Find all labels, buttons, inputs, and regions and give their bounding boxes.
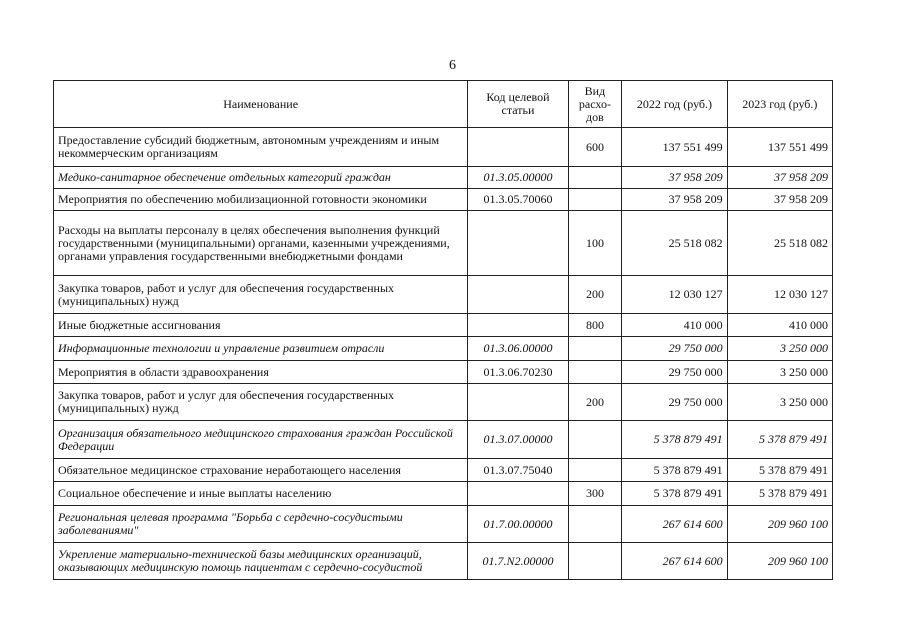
row-code bbox=[468, 128, 568, 167]
row-name: Региональная целевая программа "Борьба с сердечно-сосудистыми заболеваниями" bbox=[54, 506, 468, 543]
row-amount-2023: 3 250 000 bbox=[727, 361, 832, 384]
row-kind bbox=[568, 459, 622, 482]
table-header-row bbox=[54, 81, 833, 128]
row-code bbox=[468, 276, 568, 314]
table-row bbox=[54, 189, 833, 211]
row-kind bbox=[568, 167, 622, 189]
row-name: Обязательное медицинское страхование неработающего населения bbox=[54, 459, 468, 482]
table-row bbox=[54, 128, 833, 167]
table-row bbox=[54, 421, 833, 459]
table-row bbox=[54, 337, 833, 361]
header-year-2022: 2022 год (руб.) bbox=[622, 81, 727, 128]
row-amount-2023: 410 000 bbox=[727, 314, 832, 337]
row-amount-2022: 12 030 127 bbox=[622, 276, 727, 314]
row-amount-2023: 37 958 209 bbox=[727, 167, 832, 189]
header-kind: Вид расхо-дов bbox=[568, 81, 622, 128]
row-code bbox=[468, 482, 568, 506]
row-kind bbox=[568, 189, 622, 211]
row-amount-2023: 3 250 000 bbox=[727, 337, 832, 361]
row-code: 01.3.05.00000 bbox=[468, 167, 568, 189]
row-name: Расходы на выплаты персоналу в целях обеспечения выполнения функций государственными (муниципальными) органами, казенными учреждениями, органами управления государственными внебюджетными фондами bbox=[54, 211, 468, 276]
row-amount-2023: 12 030 127 bbox=[727, 276, 832, 314]
row-name: Информационные технологии и управление развитием отрасли bbox=[54, 337, 468, 361]
row-amount-2022: 25 518 082 bbox=[622, 211, 727, 276]
row-amount-2023: 37 958 209 bbox=[727, 189, 832, 211]
row-amount-2022: 267 614 600 bbox=[622, 506, 727, 543]
row-code bbox=[468, 211, 568, 276]
row-code: 01.3.07.75040 bbox=[468, 459, 568, 482]
row-code: 01.7.N2.00000 bbox=[468, 543, 568, 580]
table-row bbox=[54, 276, 833, 314]
row-code bbox=[468, 314, 568, 337]
row-kind: 200 bbox=[568, 384, 622, 421]
budget-table bbox=[53, 80, 833, 580]
row-name: Организация обязательного медицинского страхования граждан Российской Федерации bbox=[54, 421, 468, 459]
row-amount-2022: 267 614 600 bbox=[622, 543, 727, 580]
row-amount-2023: 3 250 000 bbox=[727, 384, 832, 421]
header-name: Наименование bbox=[54, 81, 468, 128]
header-year-2023: 2023 год (руб.) bbox=[727, 81, 832, 128]
row-kind: 300 bbox=[568, 482, 622, 506]
row-amount-2023: 5 378 879 491 bbox=[727, 421, 832, 459]
row-code bbox=[468, 384, 568, 421]
table-row bbox=[54, 459, 833, 482]
row-name: Укрепление материально-технической базы медицинских организаций, оказывающих медицинскую помощь пациентам с сердечно-сосудистой bbox=[54, 543, 468, 580]
row-amount-2022: 410 000 bbox=[622, 314, 727, 337]
table-row bbox=[54, 482, 833, 506]
row-amount-2022: 29 750 000 bbox=[622, 384, 727, 421]
row-name: Предоставление субсидий бюджетным, автономным учреждениям и иным некоммерческим организациям bbox=[54, 128, 468, 167]
row-kind bbox=[568, 421, 622, 459]
page-number: 6 bbox=[449, 58, 456, 73]
table-row bbox=[54, 361, 833, 384]
row-amount-2022: 37 958 209 bbox=[622, 167, 727, 189]
row-kind bbox=[568, 543, 622, 580]
row-name: Закупка товаров, работ и услуг для обеспечения государственных (муниципальных) нужд bbox=[54, 384, 468, 421]
row-kind: 100 bbox=[568, 211, 622, 276]
row-kind bbox=[568, 337, 622, 361]
row-code: 01.3.06.00000 bbox=[468, 337, 568, 361]
row-amount-2022: 5 378 879 491 bbox=[622, 482, 727, 506]
row-amount-2022: 137 551 499 bbox=[622, 128, 727, 167]
table-row bbox=[54, 384, 833, 421]
row-code: 01.3.06.70230 bbox=[468, 361, 568, 384]
row-name: Закупка товаров, работ и услуг для обеспечения государственных (муниципальных) нужд bbox=[54, 276, 468, 314]
row-amount-2023: 209 960 100 bbox=[727, 506, 832, 543]
table-row bbox=[54, 211, 833, 276]
row-code: 01.7.00.00000 bbox=[468, 506, 568, 543]
table-row bbox=[54, 167, 833, 189]
row-amount-2022: 5 378 879 491 bbox=[622, 421, 727, 459]
table-row bbox=[54, 314, 833, 337]
row-kind: 200 bbox=[568, 276, 622, 314]
row-amount-2023: 25 518 082 bbox=[727, 211, 832, 276]
row-amount-2022: 29 750 000 bbox=[622, 337, 727, 361]
row-amount-2022: 37 958 209 bbox=[622, 189, 727, 211]
row-name: Медико-санитарное обеспечение отдельных категорий граждан bbox=[54, 167, 468, 189]
row-amount-2022: 29 750 000 bbox=[622, 361, 727, 384]
row-name: Иные бюджетные ассигнования bbox=[54, 314, 468, 337]
row-code: 01.3.07.00000 bbox=[468, 421, 568, 459]
row-amount-2023: 209 960 100 bbox=[727, 543, 832, 580]
row-kind: 800 bbox=[568, 314, 622, 337]
table-row bbox=[54, 506, 833, 543]
row-amount-2023: 5 378 879 491 bbox=[727, 459, 832, 482]
row-name: Мероприятия по обеспечению мобилизационной готовности экономики bbox=[54, 189, 468, 211]
row-kind bbox=[568, 506, 622, 543]
row-code: 01.3.05.70060 bbox=[468, 189, 568, 211]
row-kind bbox=[568, 361, 622, 384]
table-row bbox=[54, 543, 833, 580]
header-code: Код целевой статьи bbox=[468, 81, 568, 128]
row-amount-2023: 137 551 499 bbox=[727, 128, 832, 167]
row-name: Социальное обеспечение и иные выплаты населению bbox=[54, 482, 468, 506]
row-amount-2022: 5 378 879 491 bbox=[622, 459, 727, 482]
row-kind: 600 bbox=[568, 128, 622, 167]
row-name: Мероприятия в области здравоохранения bbox=[54, 361, 468, 384]
row-amount-2023: 5 378 879 491 bbox=[727, 482, 832, 506]
